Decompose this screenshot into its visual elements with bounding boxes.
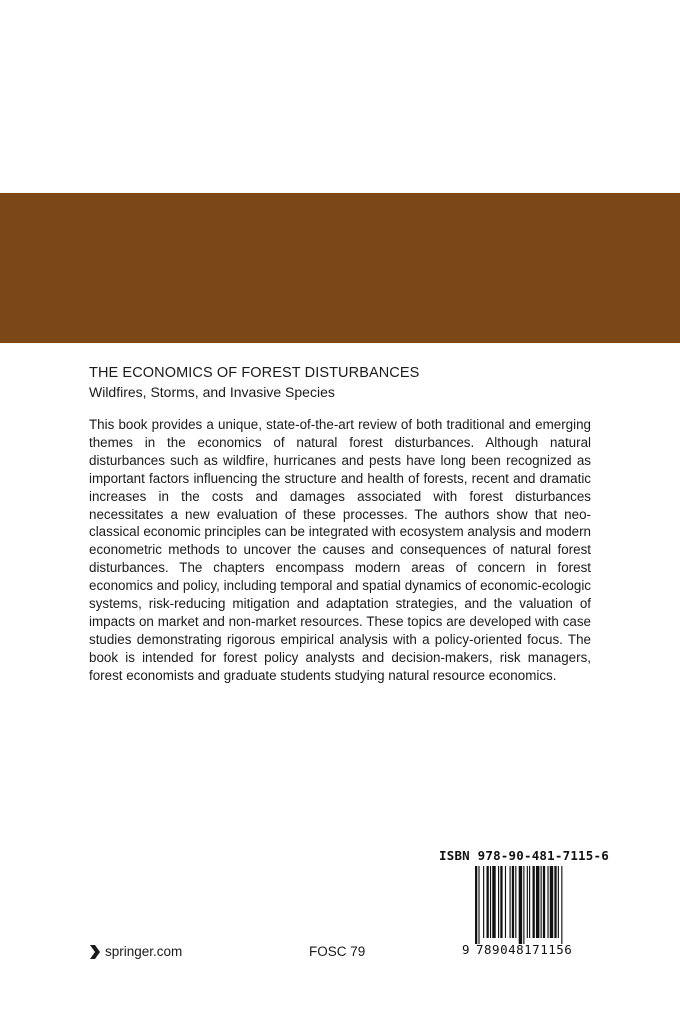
barcode-bar (519, 866, 522, 944)
cover-color-band (0, 193, 680, 343)
barcode-bar (510, 866, 511, 938)
barcode-bar (523, 866, 524, 944)
barcode-bar (561, 866, 562, 944)
barcode-bar (500, 866, 502, 938)
barcode-bar (505, 866, 506, 938)
barcode-bar (487, 866, 489, 938)
barcode-bar (550, 866, 553, 938)
barcode-bar (529, 866, 530, 938)
publisher-url: springer.com (105, 944, 183, 959)
barcode-bar (515, 866, 516, 938)
barcode-bar (475, 866, 477, 944)
barcode-bars (474, 866, 614, 944)
isbn-barcode (436, 848, 614, 960)
barcode-bar (543, 866, 545, 938)
barcode-bar (512, 866, 514, 938)
barcode-bar (492, 866, 495, 938)
ean-first-digit: 9 (462, 942, 470, 957)
barcode-bar (536, 866, 539, 938)
barcode-bar (533, 866, 535, 938)
publisher-link[interactable] (89, 944, 182, 959)
barcode-bar (490, 866, 491, 938)
barcode-bar (541, 866, 542, 938)
ean-remaining-digits: 789048171156 (476, 942, 573, 957)
barcode-bar (547, 866, 548, 938)
barcode-bar (483, 866, 484, 938)
series-code: FOSC 79 (309, 944, 366, 959)
barcode-bar (554, 866, 556, 938)
barcode-bar (527, 866, 528, 938)
book-subtitle: Wildfires, Storms, and Invasive Species (89, 384, 335, 400)
barcode-bar (498, 866, 499, 938)
chevron-right-icon (89, 945, 101, 959)
book-description: This book provides a unique, state-of-the-art review of both traditional and emerging themes in the economics of natural forest disturbances. Although natural disturbances such as wildfire, hurricanes and pests have long been recognized as important factors influencing the structure and health of forests, recent and dramatic increases in the costs and damages associated with forest disturbances necessitates a new evaluation of these processes. The authors show that neo-classical economic principles can be integrated with ecosystem analysis and modern econometric methods to uncover the causes and consequences of natural forest disturbances. The chapters encompass modern areas of concern in forest economics and policy, including temporal and spatial dynamics of economic-ecologic systems, risk-reducing mitigation and adaptation strategies, and the valuation of impacts on market and non-market resources. These topics are developed with case studies demonstrating rigorous empirical analysis with a policy-oriented focus. The book is intended for forest policy analysts and decision-makers, risk managers, forest economists and graduate students studying natural resource economics. (89, 417, 591, 683)
isbn-label: ISBN 978-90-481-7115-6 (439, 848, 609, 863)
barcode-bar (558, 866, 559, 938)
book-title: THE ECONOMICS OF FOREST DISTURBANCES (89, 365, 420, 381)
barcode-bar (478, 866, 479, 944)
